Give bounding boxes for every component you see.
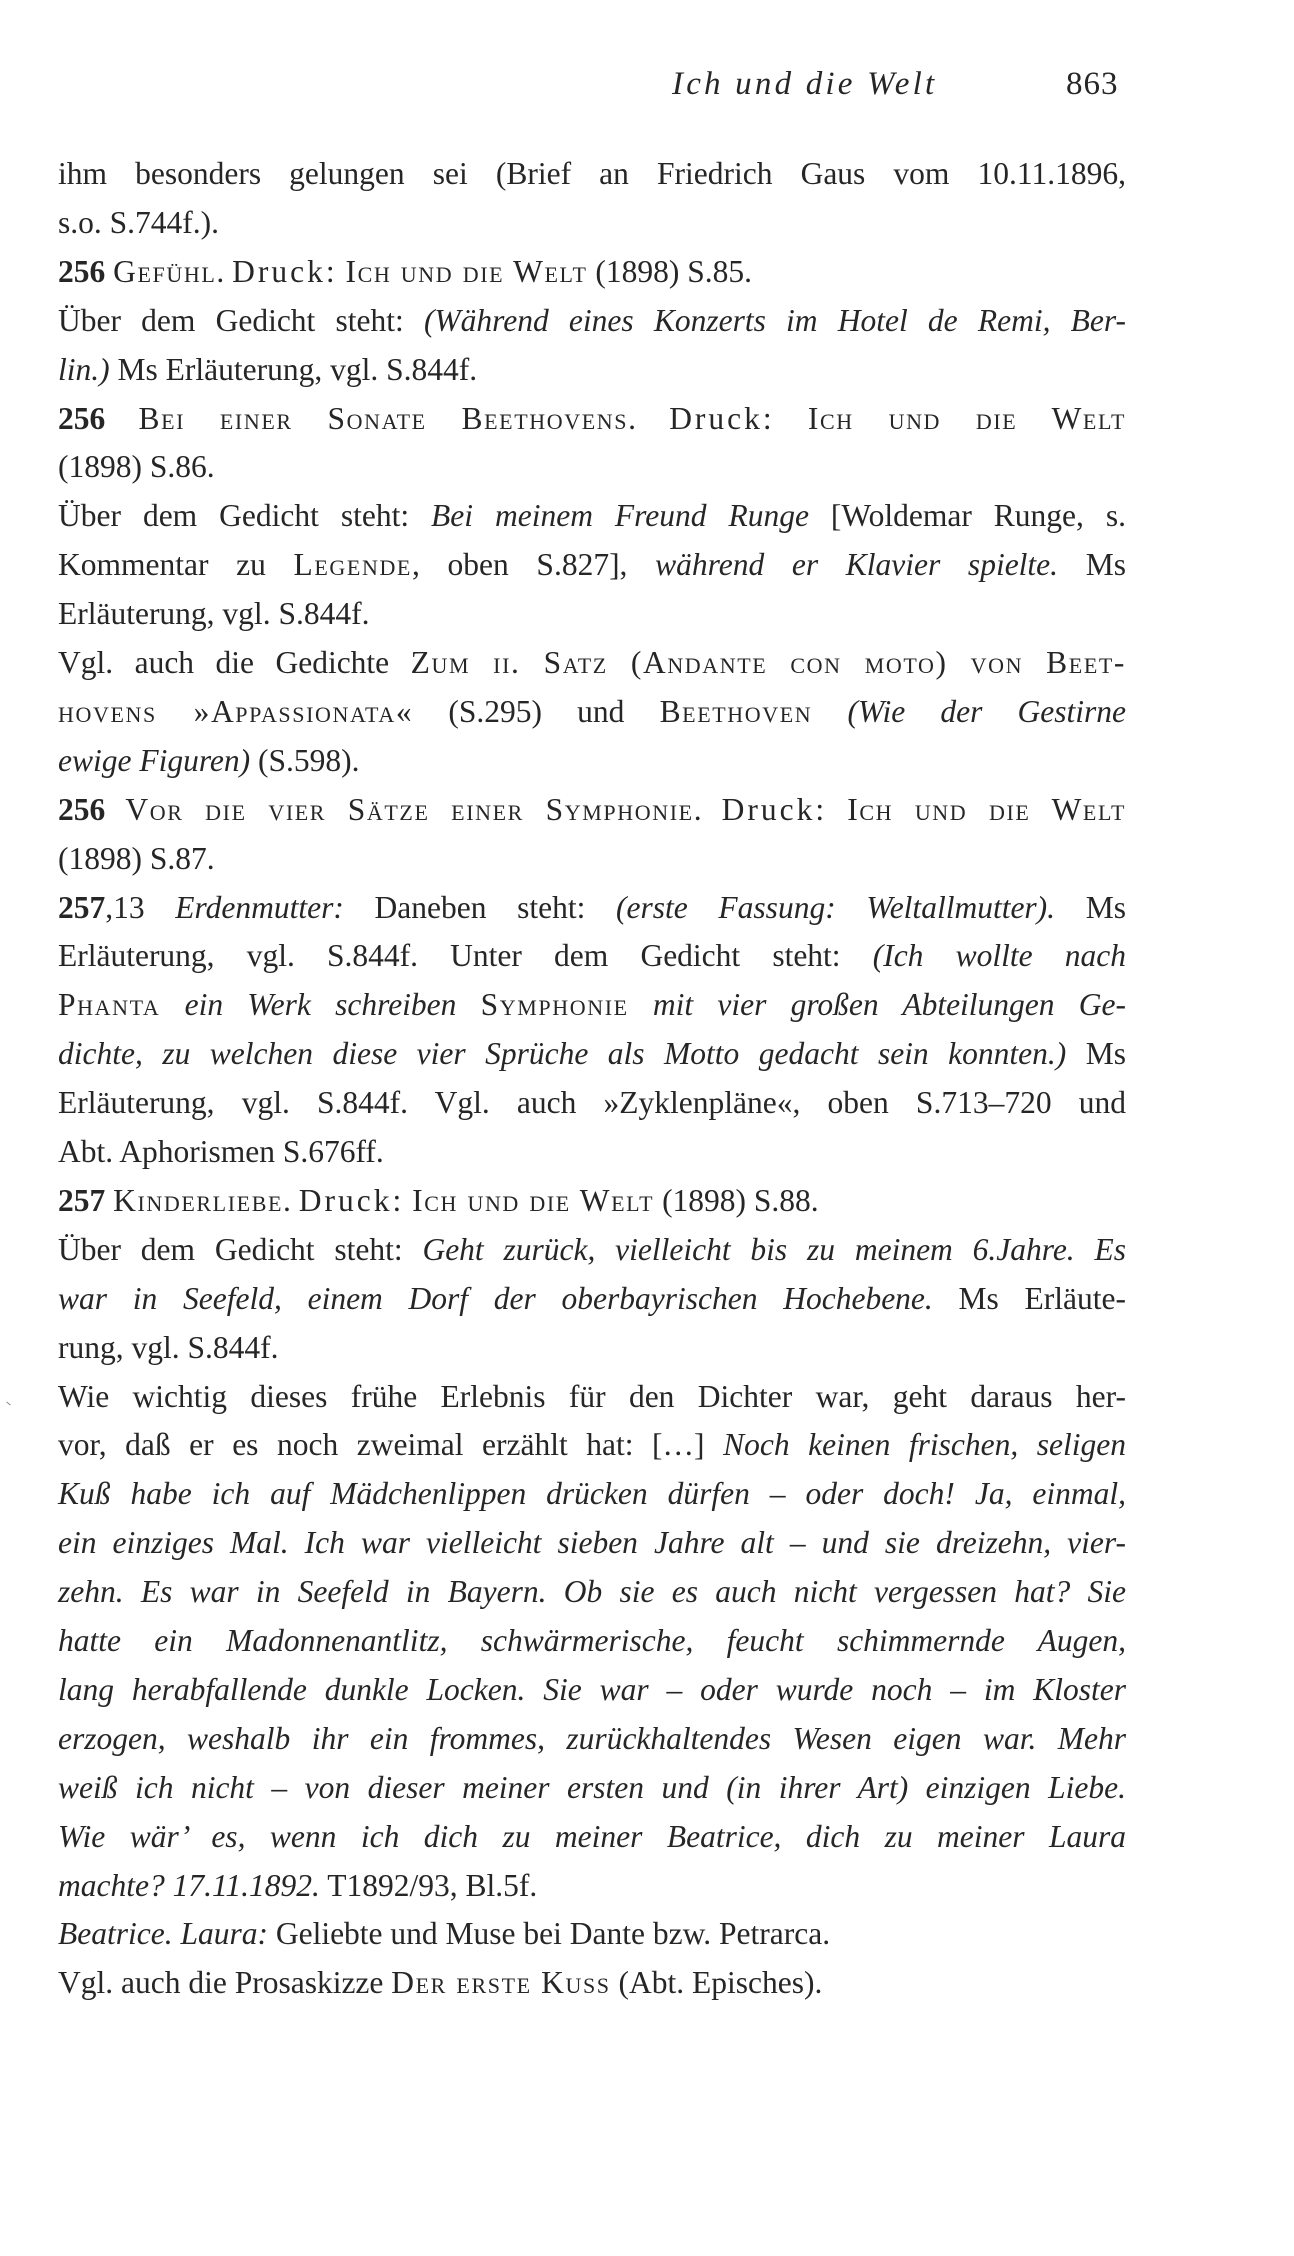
spaced-label: Druck:: [721, 791, 828, 827]
text-run: (1898) S.85.: [587, 253, 753, 289]
text-run: [160, 987, 184, 1022]
text-line: [58, 1030, 1126, 1078]
text-line: [58, 1519, 1126, 1567]
running-title: Ich und die Welt: [672, 66, 938, 102]
italic-quotation: dichte, zu welchen diese vier Sprüche als Motto gedacht sein konnten.): [58, 1036, 1067, 1072]
entry-number: 256: [58, 791, 106, 827]
text-run: Ms: [1055, 889, 1126, 925]
text-run: Vgl. auch die Prosaskizze: [58, 1965, 392, 2001]
text-line: [58, 884, 1126, 932]
text-run: [629, 987, 653, 1022]
text-line: [58, 492, 1126, 540]
text-run: Ms Erläuterung, vgl. S.844f.: [109, 351, 478, 387]
italic-quotation: (Ich wollte nach: [872, 938, 1126, 974]
italic-quotation: lang herabfallende dunkle Locken. Sie war – oder wurde noch – im Kloster: [58, 1671, 1126, 1707]
page-number: 863: [1066, 66, 1119, 102]
italic-quotation: mit vier großen Abteilungen Ge-: [652, 987, 1126, 1023]
text-line: [58, 1910, 1126, 1958]
text-run: (1898) S.88.: [654, 1182, 819, 1218]
text-line: [58, 1373, 1126, 1421]
text-run: Daneben steht:: [343, 889, 617, 925]
small-caps-title: Beethoven: [659, 693, 813, 729]
text-line: [58, 1862, 1126, 1910]
text-line: [58, 1079, 1126, 1127]
text-run: Abt. Aphorismen S.676ff.: [58, 1134, 384, 1169]
italic-quotation: Kuß habe ich auf Mädchenlippen drücken dürfen – oder doch! Ja, einmal,: [58, 1476, 1126, 1512]
text-line: [58, 395, 1126, 443]
small-caps-title: Ich und die Welt: [807, 400, 1127, 436]
text-run: (S.295) und: [413, 693, 660, 729]
text-run: vor, daß er es noch zweimal erzählt hat: […]: [58, 1427, 724, 1463]
italic-quotation: weiß ich nicht – von dieser meiner ersten und (in ihrer Art) einzigen Liebe.: [58, 1769, 1126, 1805]
text-run: [165, 1868, 173, 1903]
text-run: .: [216, 253, 233, 289]
italic-quotation: (Wie der Gestirne: [847, 693, 1126, 729]
italic-quotation: ewige Figuren): [58, 742, 251, 778]
text-run: .: [628, 400, 670, 436]
text-line: [58, 1959, 1126, 2007]
text-line: [58, 981, 1126, 1029]
text-run: [105, 254, 113, 289]
text-run: [812, 694, 847, 729]
text-line: [58, 1568, 1126, 1616]
text-line: [58, 443, 1126, 491]
small-caps-title: hovens »Appassionata«: [58, 693, 414, 729]
text-line: [58, 1275, 1126, 1323]
text-run: Über dem Gedicht steht:: [58, 498, 432, 534]
italic-quotation: lin.): [58, 351, 110, 387]
italic-quotation: zehn. Es war in Seefeld in Bayern. Ob sie es auch nicht vergessen hat? Sie: [58, 1574, 1126, 1610]
text-run: [105, 401, 138, 436]
text-run: Vgl. auch die Gedichte: [58, 645, 411, 680]
text-line: [58, 1421, 1126, 1469]
text-line: [58, 932, 1126, 980]
text-run: (S.598).: [250, 742, 360, 778]
text-run: , oben S.827],: [411, 547, 656, 583]
text-run: Erläuterung, vgl. S.844f. Unter dem Gedicht steht:: [58, 938, 873, 974]
italic-quotation: (Während eines Konzerts im Hotel de Remi, Ber-: [423, 302, 1126, 338]
text-line: [58, 1226, 1126, 1274]
text-line: [58, 1177, 1126, 1225]
text-line: [58, 1666, 1126, 1714]
text-run: .: [283, 1182, 299, 1218]
small-caps-title: Der erste Kuss: [391, 1965, 611, 2001]
text-line: [58, 1470, 1126, 1518]
small-caps-title: Zum ii. Satz (Andante con moto) von Beet-: [410, 645, 1127, 680]
text-run: .: [693, 791, 722, 827]
small-caps-title: Gefühl: [113, 253, 217, 289]
text-line: [58, 835, 1126, 883]
text-run: ihm besonders gelungen sei (Brief an Friedrich Gaus vom 10.11.1896,: [58, 156, 1126, 191]
italic-quotation: Beatrice. Laura:: [58, 1916, 268, 1952]
italic-quotation: Geht zurück, vielleicht bis zu meinem 6.Jahre. Es: [422, 1231, 1126, 1267]
text-line: [58, 1617, 1126, 1665]
text-line: [58, 737, 1126, 785]
text-line: [58, 786, 1126, 834]
text-run: (1898) S.87.: [58, 840, 215, 876]
text-line: [58, 1324, 1126, 1372]
text-line: [58, 199, 1126, 247]
text-run: [Woldemar Runge, s.: [808, 498, 1126, 534]
entry-number: 257: [58, 889, 106, 925]
text-run: rung, vgl. S.844f.: [58, 1329, 279, 1365]
text-run: [404, 1183, 412, 1218]
italic-quotation: Bei meinem Freund Runge: [431, 498, 809, 534]
text-run: Geliebte und Muse bei Dante bzw. Petrarca.: [267, 1916, 831, 1952]
text-line: [58, 1764, 1126, 1812]
italic-quotation: Erdenmutter:: [175, 889, 344, 925]
text-run: Erläuterung, vgl. S.844f.: [58, 596, 370, 632]
small-caps-title: Ich und die Welt: [345, 253, 588, 289]
small-caps-title: Kinderliebe: [113, 1182, 284, 1218]
text-line: [58, 639, 1126, 687]
margin-mark: [6, 1402, 10, 1406]
text-line: [58, 248, 1126, 296]
text-run: Über dem Gedicht steht:: [58, 1231, 423, 1267]
text-run: T1892/93, Bl.5f.: [319, 1867, 538, 1903]
entry-number: 256: [58, 253, 106, 289]
small-caps-title: Vor die vier Sätze einer Symphonie: [125, 791, 694, 827]
text-run: [456, 987, 480, 1022]
italic-quotation: machte?: [58, 1867, 165, 1903]
italic-quotation: 17.11.1892.: [172, 1867, 320, 1903]
italic-quotation: Noch keinen frischen, seligen: [723, 1427, 1126, 1463]
text-line: [58, 1813, 1126, 1861]
text-run: [827, 792, 847, 827]
text-run: Kommentar zu: [58, 547, 294, 583]
spaced-label: Druck:: [298, 1182, 405, 1218]
text-line: [58, 346, 1126, 394]
italic-quotation: erzogen, weshalb ihr ein frommes, zurückhaltendes Wesen eigen war. Mehr: [58, 1720, 1126, 1756]
text-line: [58, 150, 1126, 198]
text-run: [105, 792, 125, 827]
text-run: Ms: [1066, 1036, 1126, 1072]
spaced-label: Druck:: [669, 400, 775, 436]
text-line: [58, 1715, 1126, 1763]
entry-number: 256: [58, 400, 106, 436]
text-line: [58, 1128, 1126, 1176]
small-caps-title: Phanta: [58, 987, 161, 1023]
italic-quotation: (erste Fassung: Weltallmutter).: [616, 889, 1056, 925]
text-line: [58, 590, 1126, 638]
italic-quotation: während er Klavier spielte.: [655, 547, 1059, 583]
small-caps-title: Bei einer Sonate Beethovens: [138, 400, 629, 436]
italic-quotation: ein einziges Mal. Ich war vielleicht sieben Jahre alt – und sie dreizehn, vier-: [58, 1525, 1126, 1561]
text-run: Über dem Gedicht steht:: [58, 302, 424, 338]
small-caps-title: Ich und die Welt: [847, 791, 1127, 827]
text-line: [58, 297, 1126, 345]
italic-quotation: war in Seefeld, einem Dorf der oberbayrischen Hochebene.: [58, 1280, 933, 1316]
small-caps-title: Legende: [293, 547, 412, 583]
entry-number: 257: [58, 1182, 106, 1218]
text-run: [105, 1183, 113, 1218]
text-run: ,13: [105, 889, 176, 925]
text-run: Ms Erläute-: [932, 1280, 1126, 1316]
text-run: s.o. S.744f.).: [58, 204, 220, 240]
running-head: [0, 62, 1294, 106]
italic-quotation: Wie wär’ es, wenn ich dich zu meiner Beatrice, dich zu meiner Laura: [58, 1818, 1126, 1854]
text-line: [58, 688, 1126, 736]
text-run: Erläuterung, vgl. S.844f. Vgl. auch »Zyklenpläne«, oben S.713–720 und: [58, 1085, 1126, 1121]
text-run: Ms: [1058, 547, 1126, 583]
text-run: [775, 401, 808, 436]
small-caps-title: Ich und die Welt: [412, 1182, 655, 1218]
text-run: (1898) S.86.: [58, 449, 215, 485]
text-line: [58, 541, 1126, 589]
spaced-label: Druck:: [232, 253, 338, 289]
italic-quotation: hatte ein Madonnenantlitz, schwärmerische, feucht schimmernde Augen,: [58, 1623, 1126, 1658]
italic-quotation: ein Werk schreiben: [184, 987, 457, 1023]
text-run: (Abt. Episches).: [610, 1965, 823, 2001]
small-caps-title: Symphonie: [480, 987, 629, 1023]
text-run: Wie wichtig dieses frühe Erlebnis für den Dichter war, geht daraus her-: [58, 1378, 1126, 1414]
